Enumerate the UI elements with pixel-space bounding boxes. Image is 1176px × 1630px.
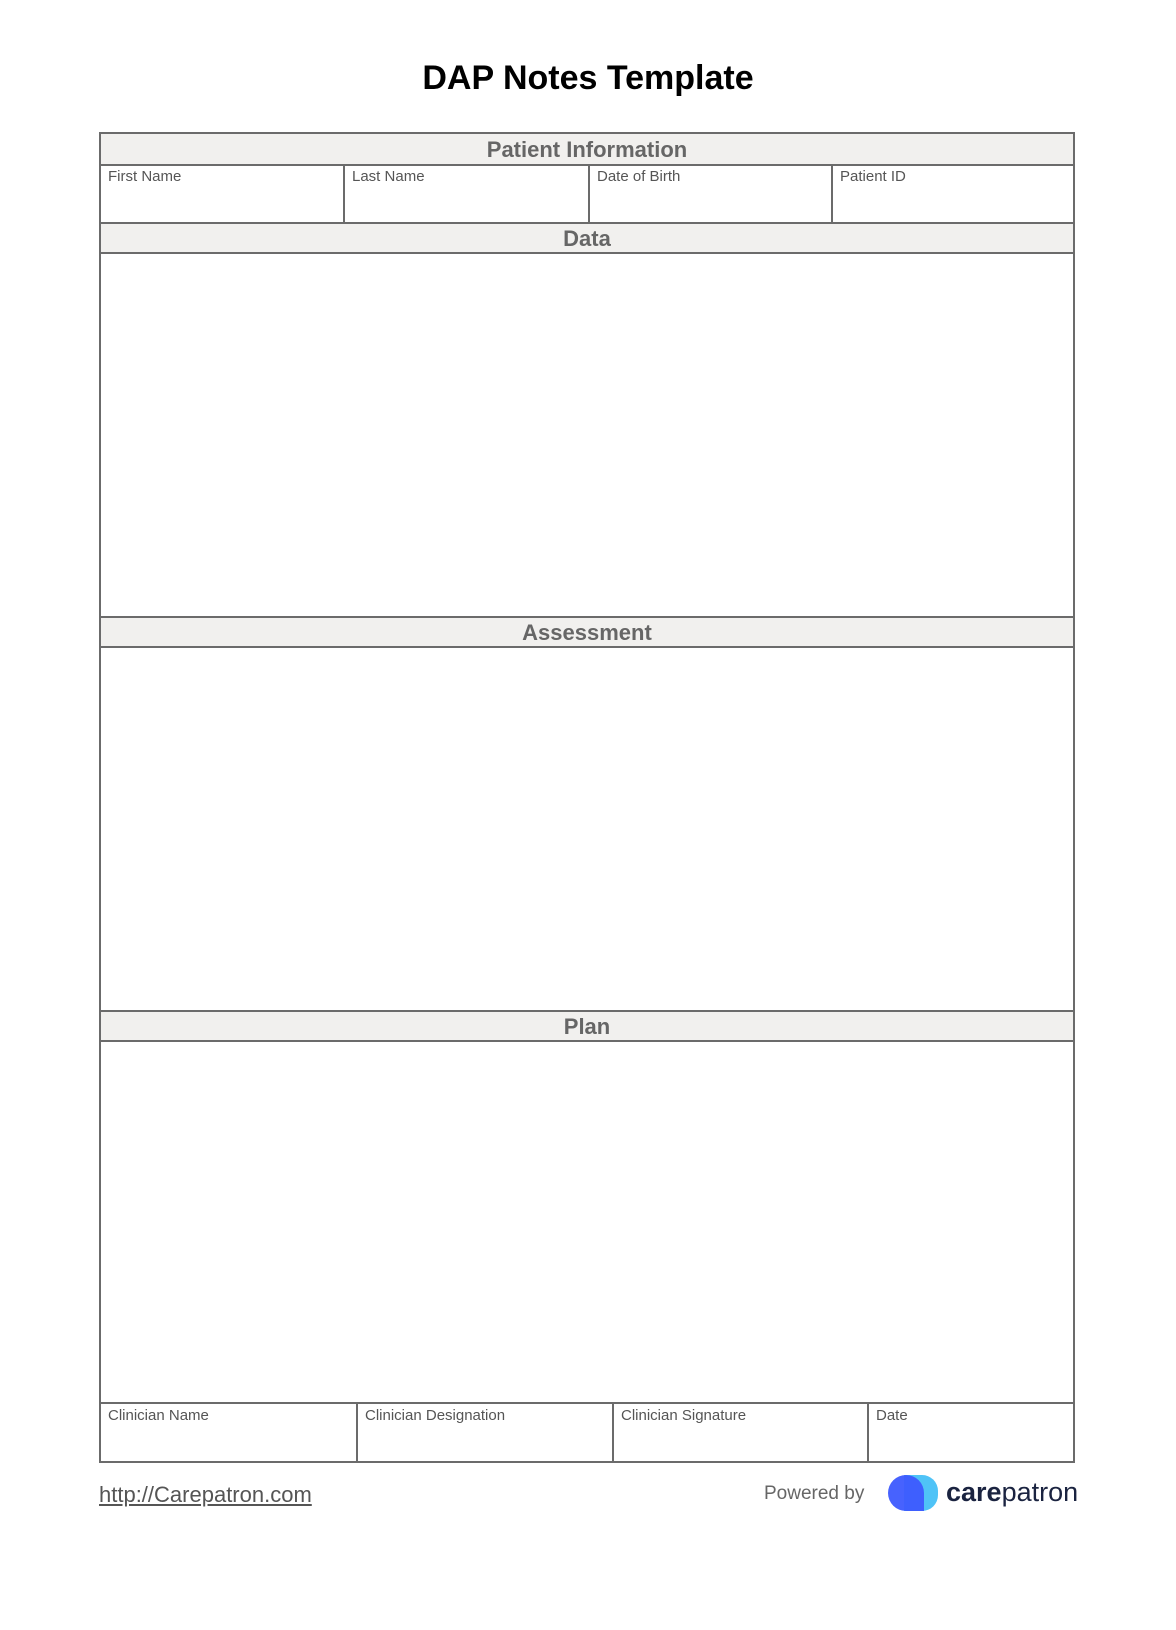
assessment-text-area[interactable] [101, 648, 1073, 1010]
date-field[interactable]: Date [876, 1407, 908, 1424]
brand-bold-text: care [946, 1477, 1002, 1507]
divider [612, 1402, 614, 1461]
plan-section-heading: Plan [101, 1012, 1073, 1040]
data-text-area[interactable] [101, 254, 1073, 616]
divider [343, 164, 345, 222]
divider [831, 164, 833, 222]
clinician-designation-field[interactable]: Clinician Designation [365, 1407, 506, 1424]
divider [356, 1402, 358, 1461]
clinician-signature-field[interactable]: Clinician Signature [621, 1407, 747, 1424]
powered-by-label: Powered by [764, 1483, 865, 1504]
document-title: DAP Notes Template [422, 59, 754, 97]
patient-information-heading: Patient Information [101, 134, 1073, 164]
carepatron-wordmark [946, 1477, 1078, 1508]
plan-text-area[interactable] [101, 1042, 1073, 1402]
divider [588, 164, 590, 222]
clinician-name-field[interactable]: Clinician Name [108, 1407, 209, 1424]
brand-light-text: patron [1001, 1477, 1079, 1507]
date-of-birth-field[interactable]: Date of Birth [597, 168, 681, 185]
logo-shape-front [888, 1475, 924, 1511]
assessment-section-heading: Assessment [101, 618, 1073, 646]
patient-id-field[interactable]: Patient ID [840, 168, 906, 185]
carepatron-logo-icon [888, 1475, 938, 1511]
first-name-field[interactable]: First Name [108, 168, 182, 185]
dap-form [99, 132, 1075, 1463]
divider [867, 1402, 869, 1461]
last-name-field[interactable]: Last Name [352, 168, 425, 185]
carepatron-link[interactable]: http://Carepatron.com [99, 1482, 312, 1507]
data-section-heading: Data [101, 224, 1073, 252]
divider [101, 1402, 1073, 1404]
divider [101, 164, 1073, 166]
